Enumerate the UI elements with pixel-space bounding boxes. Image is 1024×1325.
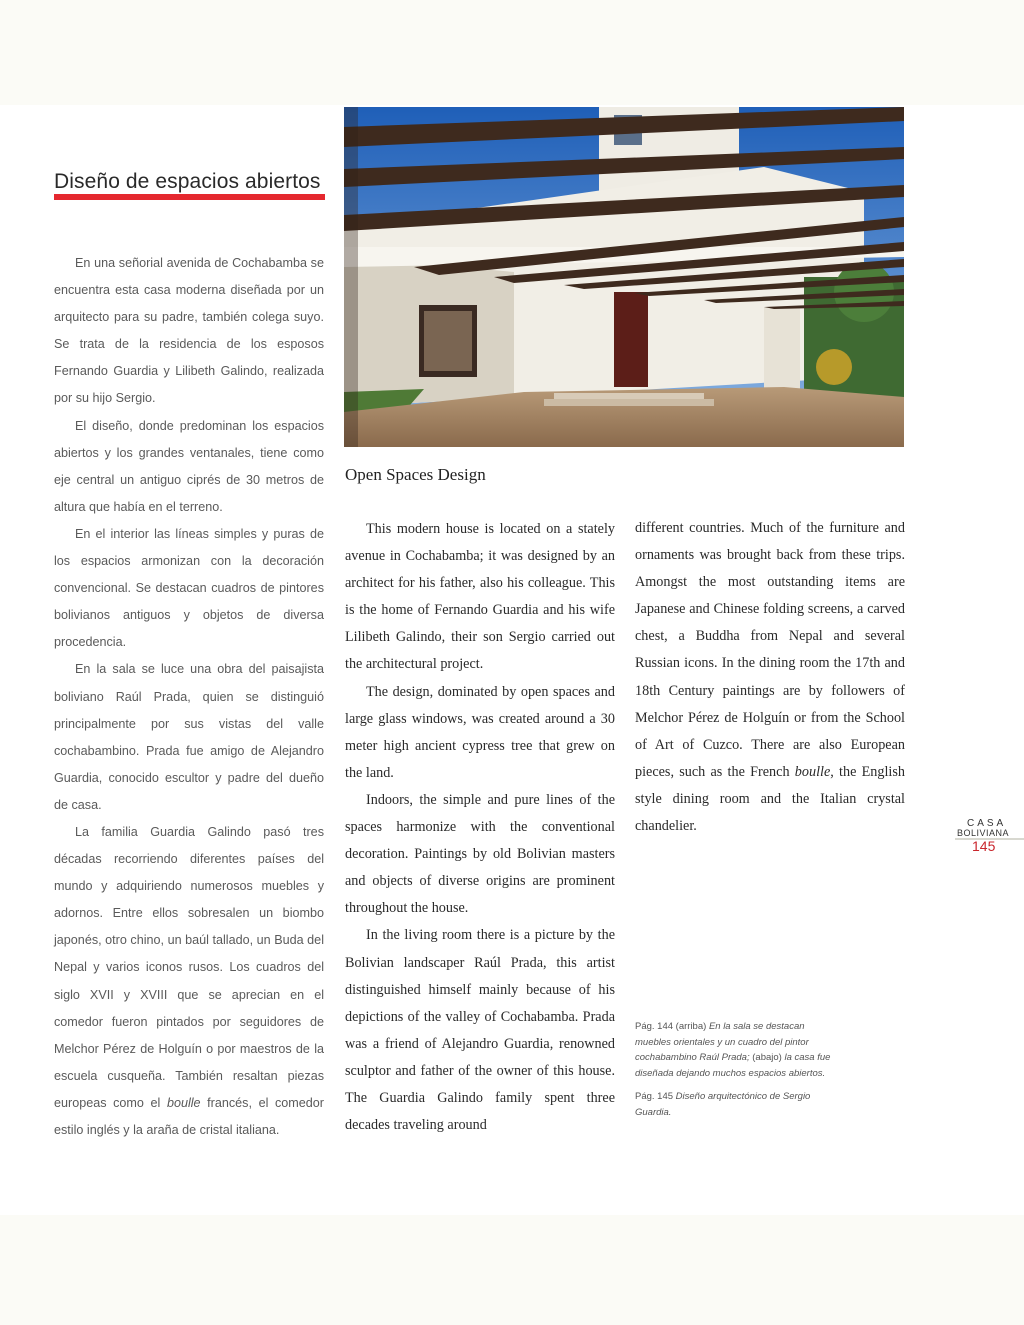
caption-1-text: En la sala se destacan muebles orientales y un cuadro del pintor cochabambino Raúl Prada; xyxy=(635,1021,809,1063)
english-paragraph-4: In the living room there is a picture by the Bolivian landscaper Raúl Prada, this artist distinguished himself mainly because of his depictions of the valley of Cochabamba. Prada was a friend of Alejandro Guardia, renowned sculptor and father of the owner of this house. The Guardia Galindo family spent three decades traveling around xyxy=(345,927,615,1134)
english-paragraph-3: Indoors, the simple and pure lines of the spaces harmonize with the conventional decoration. Paintings by old Bolivian masters and objects of diverse origins are prominent throughout the house. xyxy=(345,791,615,917)
spanish-paragraph-4: En la sala se luce una obra del paisajista boliviano Raúl Prada, quien se distinguió principalmente por sus vistas del valle cochabambino. Prada fue amigo de Alejandro Guardia, conocido escultor y padre del dueño de casa. xyxy=(54,662,324,812)
spanish-p5-text-a: La familia Guardia Galindo pasó tres décadas recorriendo diferentes países del mundo y adquiriendo numerosos muebles y adornos. Entre ellos sobresalen un biombo japonés, otro chino, un baúl tallado, un Buda del Nepal y varios iconos rusos. Los cuadros del siglo XVII y XVIII que se aprecian en el comedor fueron pintados por seguidores de Melchor Pérez de Holguín o por maestros de la escuela cusqueña. También resaltan piezas europeas como el xyxy=(54,824,324,1110)
caption-2-label: Pág. 145 xyxy=(635,1091,676,1102)
english-paragraph-5 xyxy=(635,515,905,840)
title-underline-bar xyxy=(54,194,325,200)
house-photo xyxy=(344,107,904,447)
english-p5-text-a: different countries. Much of the furniture and ornaments was brought back from these trips. Amongst the most outstanding items are Japanese and Chinese folding screens, a carved chest, a Buddha from Nepal and several Russian icons. In the dining room the 17th and 18th Century paintings are by followers of Melchor Pérez de Holguín or from the School of Art of Cuzco. There are also European pieces, such as the French xyxy=(635,520,905,780)
english-paragraph-2: The design, dominated by open spaces and large glass windows, was created around a 30 meter high ancient cypress tree that grew on the land. xyxy=(345,683,615,781)
page-number: 145 xyxy=(972,838,996,854)
spanish-paragraph-5 xyxy=(54,819,324,1144)
english-p5-italic: boulle xyxy=(794,763,831,780)
spanish-title: Diseño de espacios abiertos xyxy=(54,170,321,193)
spanish-p5-italic: boulle xyxy=(166,1095,201,1110)
photo-captions xyxy=(635,1019,835,1128)
spanish-paragraph-2: El diseño, donde predominan los espacios abiertos y los grandes ventanales, tiene como eje central un antiguo ciprés de 30 metros de altura que había en el terreno. xyxy=(54,418,324,514)
spanish-paragraph-3: En el interior las líneas simples y puras de los espacios armonizan con la decoración convencional. Se destacan cuadros de pintores bolivianos antiguos y objetos de diversa procedencia. xyxy=(54,526,324,650)
spanish-paragraph-1: En una señorial avenida de Cochabamba se encuentra esta casa moderna diseñada por un arquitecto para su padre, también colega suyo. Se trata de la residencia de los esposos Fernando Guardia y Lilibeth Galindo, realizada por su hijo Sergio. xyxy=(54,256,324,406)
caption-1-label: Pág. 144 (arriba) xyxy=(635,1021,709,1032)
logo-casa: CASA xyxy=(967,818,1007,829)
english-column-1 xyxy=(345,516,615,1139)
caption-2-text: Diseño arquitectónico de Sergio Guardia. xyxy=(635,1091,811,1118)
caption-2 xyxy=(635,1089,835,1120)
english-paragraph-1: This modern house is located on a stately avenue in Cochabamba; it was designed by an architect for his father, also his colleague. This is the home of Fernando Guardia and his wife Lilibeth Galindo, their son Sergio carried out the architectural project. xyxy=(345,521,615,673)
spanish-column xyxy=(54,250,324,1144)
english-column-2 xyxy=(635,515,905,840)
caption-1-text-2: la casa fue diseñada dejando muchos espacios abiertos. xyxy=(635,1052,831,1079)
spanish-p5-text-b: francés, el comedor estilo inglés y la araña de cristal italiana. xyxy=(54,1095,324,1137)
logo-boliviana: BOLIVIANA xyxy=(957,828,1010,838)
caption-1-label-2: (abajo) xyxy=(752,1052,785,1063)
english-p5-text-b: , the English style dining room and the Italian crystal chandelier. xyxy=(635,763,905,835)
caption-1 xyxy=(635,1019,835,1081)
english-title: Open Spaces Design xyxy=(345,465,486,484)
